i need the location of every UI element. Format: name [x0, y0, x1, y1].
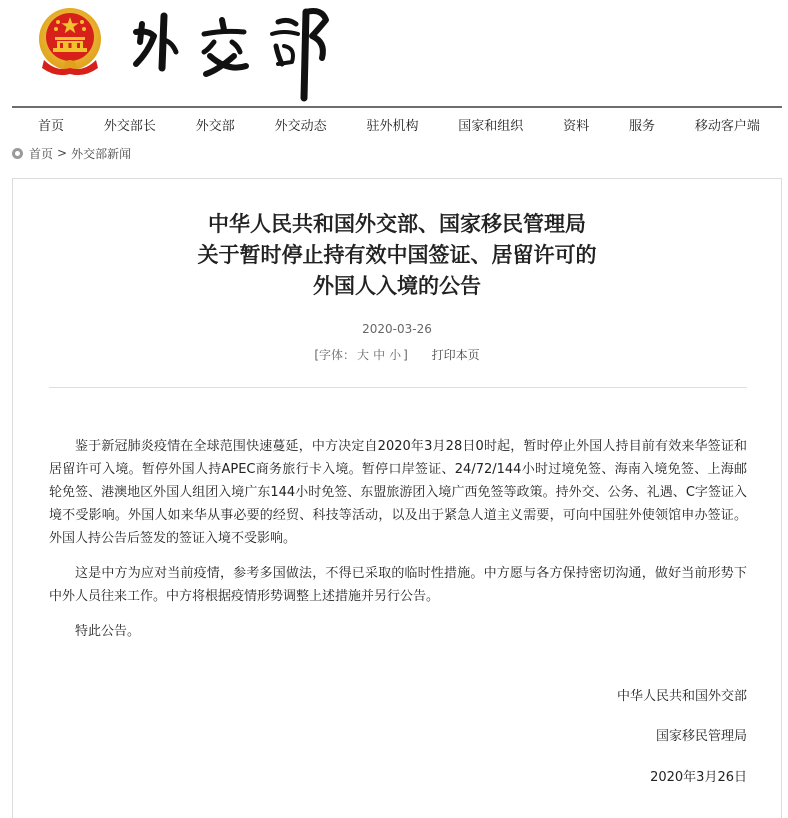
breadcrumb — [12, 144, 131, 162]
article-date: 2020-03-26 — [362, 322, 432, 336]
breadcrumb-section-link[interactable]: 外交部新闻 — [71, 146, 132, 161]
site-wordmark-logo[interactable] — [128, 2, 338, 102]
article-paragraph-3: 特此公告。 — [75, 624, 141, 639]
print-page-link[interactable]: 打印本页 — [431, 348, 480, 362]
font-size-large-button[interactable]: 大 — [357, 348, 370, 362]
nav-item-ministry[interactable]: 外交部 — [195, 118, 235, 134]
nav-item-mobile-client[interactable]: 移动客户端 — [694, 118, 760, 134]
article-title-line-3: 外国人入境的公告 — [313, 274, 481, 298]
article-card — [12, 178, 782, 818]
article-title-line-2: 关于暂时停止持有效中国签证、居留许可的 — [197, 243, 597, 267]
site-header — [0, 0, 788, 104]
article-tools — [13, 346, 781, 363]
font-size-label-open: [字体： — [314, 348, 356, 362]
article-divider — [49, 387, 747, 388]
nav-item-services[interactable]: 服务 — [629, 118, 656, 134]
breadcrumb-home-link[interactable]: 首页 — [29, 146, 54, 161]
nav-item-home[interactable]: 首页 — [38, 118, 65, 134]
nav-item-foreign-minister[interactable]: 外交部长 — [103, 118, 156, 134]
article-paragraph-1: 鉴于新冠肺炎疫情在全球范围快速蔓延，中方决定自2020年3月28日0时起，暂时停止外国人持目前有效来华签证和居留许可入境。暂停外国人持APEC商务旅行卡入境。暂停口岸签证、24/72/144小时过境免签、海南入境免签、上海邮轮免签、港澳地区外国人组团入境广东144小时免签、东盟旅游团入境广西免签等政策。持外交、公务、礼遇、C字签证入境不受影响。外国人如来华从事必要的经贸、科技等活动，以及出于紧急人道主义需要，可向中国驻外使领馆申办签证。外国人持公告后签发的签证入境不受影响。 — [49, 439, 747, 546]
nav-item-resources[interactable]: 资料 — [563, 118, 590, 134]
article-title — [13, 209, 781, 302]
font-size-small-button[interactable]: 小 — [389, 348, 402, 362]
main-nav — [12, 110, 782, 138]
location-icon — [12, 148, 23, 159]
font-size-medium-button[interactable]: 中 — [373, 348, 386, 362]
nav-item-missions-abroad[interactable]: 驻外机构 — [366, 118, 419, 134]
nav-item-countries-organizations[interactable]: 国家和组织 — [458, 118, 524, 134]
signatory-mfa: 中华人民共和国外交部 — [616, 689, 747, 704]
article-body — [49, 435, 747, 655]
header-divider — [12, 106, 782, 108]
article-paragraph-2: 这是中方为应对当前疫情，参考多国做法，不得已采取的临时性措施。中方愿与各方保持密切沟通，做好当前形势下中外人员往来工作。中方将根据疫情形势调整上述措施并另行公告。 — [49, 566, 747, 604]
font-size-label-close: ] — [403, 348, 408, 362]
signatory-nia: 国家移民管理局 — [655, 729, 747, 744]
breadcrumb-separator: > — [57, 146, 68, 160]
article-title-line-1: 中华人民共和国外交部、国家移民管理局 — [208, 212, 586, 236]
sign-date: 2020年3月26日 — [650, 770, 747, 785]
nav-item-diplomatic-news[interactable]: 外交动态 — [274, 118, 327, 134]
national-emblem-icon[interactable] — [36, 6, 104, 78]
